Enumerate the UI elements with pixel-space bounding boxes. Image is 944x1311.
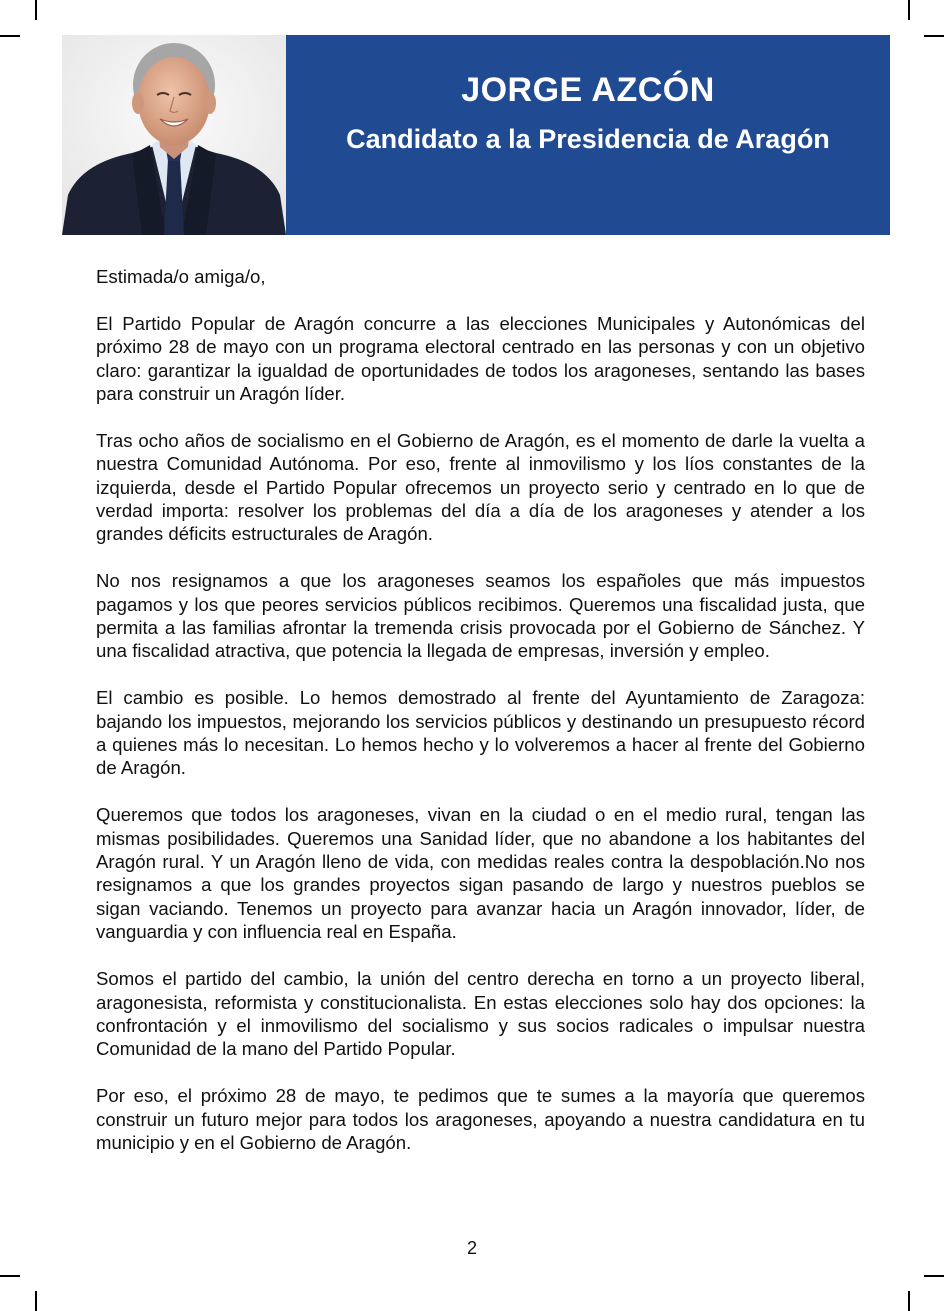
letter-paragraph-1: El Partido Popular de Aragón concurre a las elecciones Municipales y Autonómicas del próximo 28 de mayo con un programa electoral centrado en las personas y con un objetivo claro: garantizar la igualdad de oportunidades de todos los aragoneses, sentando las bases para construir un Aragón líder. <box>96 312 865 405</box>
letter-greeting: Estimada/o amiga/o, <box>96 266 266 287</box>
letter-paragraph-5: Queremos que todos los aragoneses, vivan en la ciudad o en el medio rural, tengan las mismas posibilidades. Queremos una Sanidad líder, que no abandone a los habitantes del Aragón rural. Y un Aragón lleno de vida, con medidas reales contra la despoblación.No nos resignamos a que los grandes proyectos sigan pasando de largo y nuestros pueblos se sigan vaciando. Tenemos un proyecto para avanzar hacia un Aragón innovador, líder, de vanguardia y con influencia real en España. <box>96 804 865 943</box>
crop-mark-bottom-right <box>908 1291 910 1311</box>
letter-body <box>96 265 865 1178</box>
crop-mark-top-left <box>35 0 37 20</box>
title-banner <box>286 35 890 235</box>
candidate-name: JORGE AZCÓN <box>461 71 715 109</box>
letter-paragraph-2: Tras ocho años de socialismo en el Gobierno de Aragón, es el momento de darle la vuelta a nuestra Comunidad Autónoma. Por eso, frente al inmovilismo y los líos constantes de la izquierda, desde el Partido Popular ofrecemos un proyecto serio y centrado en lo que de verdad importa: resolver los problemas del día a día de los aragoneses y atender a los grandes déficits estructurales de Aragón. <box>96 429 865 545</box>
crop-mark-bottom-left-h <box>0 1275 20 1277</box>
crop-mark-top-right-h <box>924 35 944 37</box>
letter-paragraph-3: No nos resignamos a que los aragoneses seamos los españoles que más impuestos pagamos y los que peores servicios públicos recibimos. Queremos una fiscalidad justa, que permita a las familias afrontar la tremenda crisis provocada por el Gobierno de Sánchez. Y una fiscalidad atractiva, que potencia la llegada de empresas, inversión y empleo. <box>96 570 865 662</box>
page-number: 2 <box>466 1238 477 1258</box>
letter-paragraph-7: Por eso, el próximo 28 de mayo, te pedimos que te sumes a la mayoría que queremos construir un futuro mejor para todos los aragoneses, apoyando a nuestra candidatura en tu municipio y en el Gobierno de Aragón. <box>96 1085 865 1153</box>
letter-paragraph-4: El cambio es posible. Lo hemos demostrado al frente del Ayuntamiento de Zaragoza: bajando los impuestos, mejorando los servicios públicos y destinando un presupuesto récord a quienes más lo necesitan. Lo hemos hecho y lo volveremos a hacer al frente del Gobierno de Aragón. <box>96 687 865 779</box>
crop-mark-bottom-left <box>35 1291 37 1311</box>
crop-mark-top-left-h <box>0 35 20 37</box>
crop-mark-top-right <box>908 0 910 20</box>
crop-mark-bottom-right-h <box>924 1275 944 1277</box>
candidate-subtitle: Candidato a la Presidencia de Aragón <box>346 124 830 154</box>
candidate-photo <box>62 35 286 235</box>
letter-paragraph-6: Somos el partido del cambio, la unión del centro derecha en torno a un proyecto liberal, aragonesista, reformista y constitucionalista. En estas elecciones solo hay dos opciones: la confrontación y el inmovilismo del socialismo y sus socios radicales o impulsar nuestra Comunidad de la mano del Partido Popular. <box>96 968 865 1060</box>
candidate-header <box>62 35 890 235</box>
